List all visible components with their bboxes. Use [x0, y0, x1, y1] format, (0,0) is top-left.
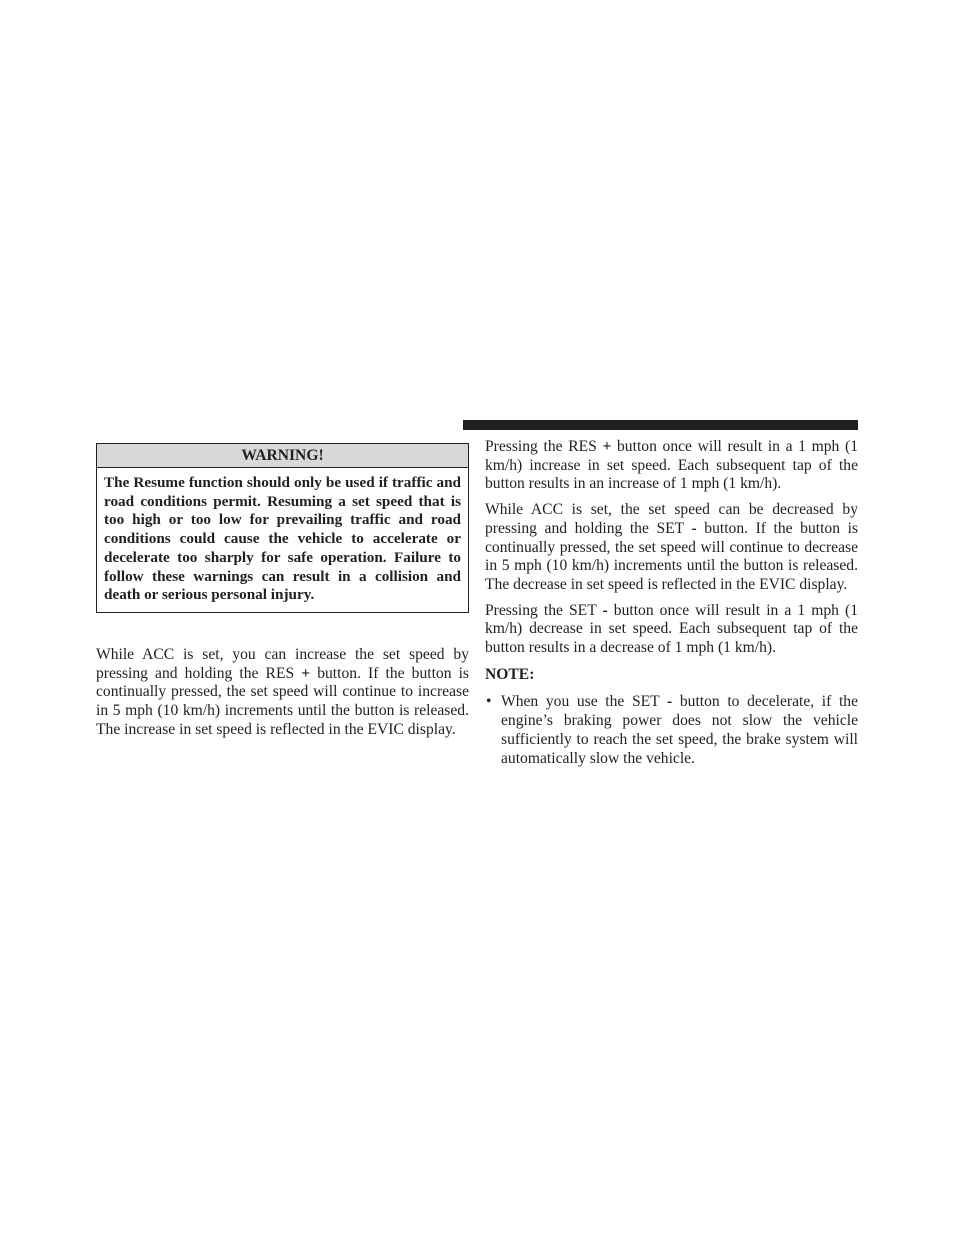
warning-box: [96, 443, 469, 613]
paragraph-res-tap: Pressing the RES + button once will result in a 1 mph (1 km/h) increase in set speed. Each subsequent tap of the button results in an increase of 1 mph (1 km/h).: [485, 438, 858, 493]
set-minus-symbol: -: [602, 601, 608, 619]
bullet-icon: •: [486, 693, 492, 711]
paragraph-decrease-speed: While ACC is set, the set speed can be decreased by pressing and holding the SET - button. If the button is continually pressed, the set speed will continue to decrease in 5 mph (10 km/h) increments until the button is released. The decrease in set speed is reflected in the EVIC display.: [485, 501, 859, 593]
section-header-rule: [463, 420, 858, 430]
warning-text: The Resume function should only be used if traffic and road conditions permit. Resuming a set speed that is too high or too low for prevailing traffic and road conditions could cause the vehicle to accelerate or decelerate too sharply for safe operation. Failure to follow these warnings can result in a collision and death or serious personal injury.: [104, 474, 461, 604]
set-minus-symbol: -: [691, 519, 697, 537]
right-column: [485, 438, 858, 768]
note-bullet-item: • When you use the SET - button to decelerate, if the engine’s braking power does not slow the vehicle sufficiently to reach the set speed, the brake system will automatically slow the vehicle.: [486, 693, 858, 767]
res-plus-symbol: +: [301, 664, 311, 682]
paragraph-set-tap: Pressing the SET - button once will result in a 1 mph (1 km/h) decrease in set speed. Each subsequent tap of the button results in a decrease of 1 mph (1 km/h).: [485, 601, 858, 657]
res-plus-symbol: +: [602, 438, 612, 455]
note-label: NOTE:: [485, 665, 535, 683]
warning-heading: WARNING!: [97, 444, 468, 468]
paragraph-increase-speed: While ACC is set, you can increase the set speed by pressing and holding the RES + button. If the button is continually pressed, the set speed will continue to increase in 5 mph (10 km/h) increments until the button is released. The increase in set speed is reflected in the EVIC display.: [96, 645, 470, 738]
set-minus-symbol: -: [667, 693, 673, 711]
left-column: [96, 443, 469, 739]
